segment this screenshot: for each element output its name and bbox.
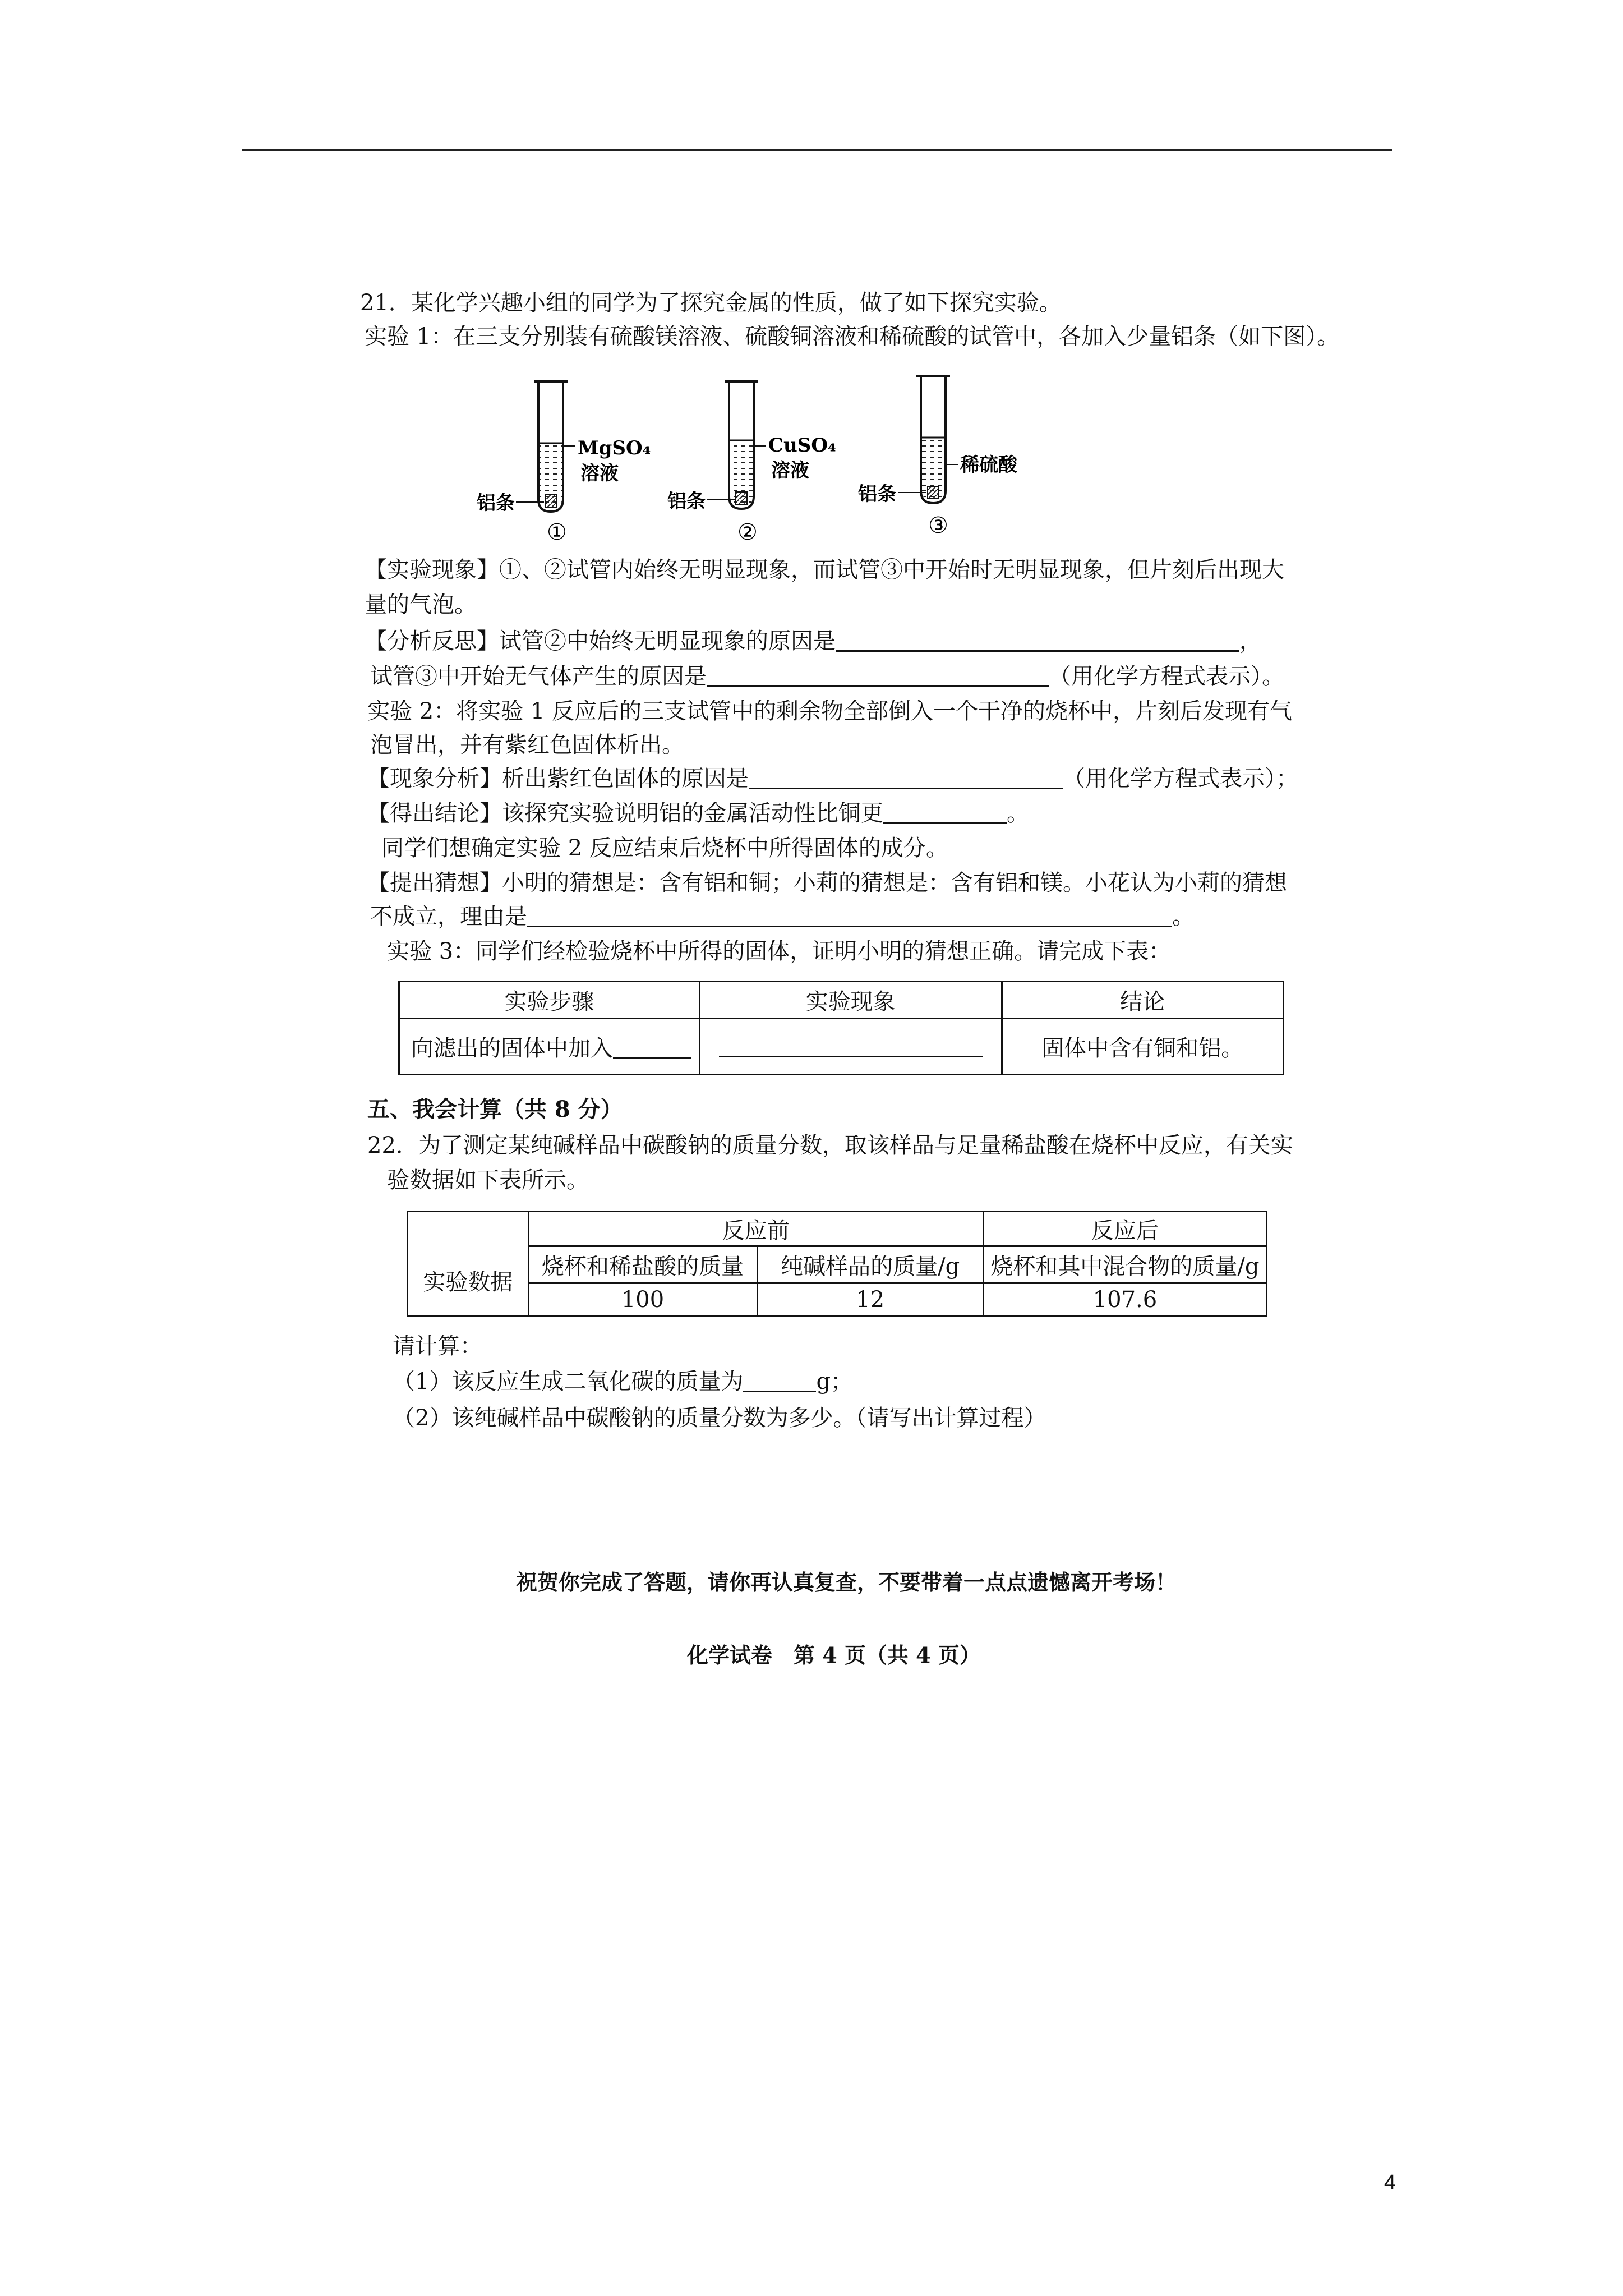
tube2-number: ②	[737, 519, 758, 545]
tube1-label2: 溶液	[580, 462, 619, 485]
tube2-label1: CuSO₄	[768, 434, 836, 457]
q21-phenomenon-1: 【实验现象】①、②试管内始终无明显现象，而试管③中开始时无明显现象，但片刻后出现大	[365, 557, 1284, 583]
table-row	[408, 1283, 1267, 1316]
q22-please-calc: 请计算：	[393, 1333, 482, 1359]
table-row	[408, 1212, 1267, 1246]
test-tube-1	[516, 381, 575, 512]
q21-phen-analysis: 【现象分析】析出紫红色固体的原因是 （用化学方程式表示）；	[367, 766, 1298, 792]
footer-page-info: 化学试卷 第 4 页（共 4 页）	[687, 1642, 981, 1668]
table-row-label: 实验数据	[408, 1246, 529, 1316]
table-header-conclusion: 结论	[1002, 982, 1283, 1019]
q22-sub1: （1）该反应生成二氧化碳的质量为 g；	[393, 1369, 854, 1395]
q21-exp2-1: 实验 2：将实验 1 反应后的三支试管中的剩余物全部倒入一个干净的烧杯中，片刻后发现有气	[367, 698, 1293, 724]
answer-blank-analysis-1[interactable]	[836, 628, 1239, 652]
test-tube-2	[707, 381, 766, 509]
answer-blank-phenomenon[interactable]	[719, 1033, 983, 1057]
experiment3-table	[398, 981, 1284, 1075]
table-row	[399, 1019, 1284, 1075]
answer-blank-step[interactable]	[613, 1035, 691, 1059]
table-row	[399, 982, 1284, 1019]
tube3-label: 稀硫酸	[960, 454, 1017, 476]
tube2-al-label: 铝条	[667, 490, 706, 513]
q22-sub2: （2）该纯碱样品中碳酸钠的质量分数为多少。（请写出计算过程）	[393, 1405, 1046, 1431]
q22-text-1: 22．为了测定某纯碱样品中碳酸钠的质量分数，取该样品与足量稀盐酸在烧杯中反应，有关实	[367, 1133, 1293, 1158]
q21-title: 21．某化学兴趣小组的同学为了探究金属的性质，做了如下探究实验。	[360, 290, 1062, 316]
q21-exp2-2: 泡冒出，并有紫红色固体析出。	[370, 732, 684, 758]
q21-analysis-1: 【分析反思】试管②中始终无明显现象的原因是 ，	[365, 628, 1262, 654]
table-col-beaker-acid: 烧杯和稀盐酸的质量	[528, 1246, 757, 1283]
tube3-al-label: 铝条	[858, 483, 896, 505]
answer-blank-conclusion[interactable]	[883, 800, 1007, 824]
table-cell-conclusion: 固体中含有铜和铝。	[1002, 1019, 1283, 1075]
tube1-number: ①	[547, 519, 567, 545]
table-val-beaker-acid: 100	[528, 1283, 757, 1316]
test-tube-3	[898, 376, 958, 503]
q21-guess-2: 不成立，理由是 。	[370, 904, 1195, 930]
q21-guess-1: 【提出猜想】小明的猜想是：含有铝和铜；小莉的猜想是：含有铝和镁。小花认为小莉的猜想	[367, 870, 1287, 896]
table-cell-phenomenon	[699, 1019, 1002, 1075]
answer-blank-co2-mass[interactable]	[743, 1368, 816, 1392]
test-tube-figure	[465, 365, 1026, 555]
table-row	[408, 1246, 1267, 1283]
table-col-mixture: 烧杯和其中混合物的质量/g	[983, 1246, 1266, 1283]
section5-title: 五、我会计算（共 8 分）	[367, 1096, 623, 1122]
answer-blank-analysis-2[interactable]	[707, 663, 1049, 687]
q21-exp1: 实验 1：在三支分别装有硫酸镁溶液、硫酸铜溶液和稀硫酸的试管中，各加入少量铝条（如下图）。	[365, 324, 1340, 349]
table-header-before: 反应前	[528, 1212, 983, 1246]
q21-phenomenon-2: 量的气泡。	[365, 592, 477, 618]
q22-data-table	[407, 1211, 1267, 1317]
table-header-phenomenon: 实验现象	[699, 982, 1002, 1019]
q21-conclusion: 【得出结论】该探究实验说明铝的金属活动性比铜更 。	[367, 800, 1029, 826]
table-cell-corner	[408, 1212, 529, 1246]
answer-blank-guess[interactable]	[527, 903, 1172, 927]
tube2-label2: 溶液	[771, 459, 809, 482]
tube1-label1: MgSO₄	[578, 437, 651, 459]
answer-blank-phen-analysis[interactable]	[749, 765, 1063, 789]
q21-analysis-2: 试管③中开始无气体产生的原因是 （用化学方程式表示）。	[370, 664, 1284, 689]
table-val-mixture: 107.6	[983, 1283, 1266, 1316]
tube3-number: ③	[928, 513, 948, 539]
header-rule	[242, 149, 1392, 151]
table-header-step: 实验步骤	[399, 982, 700, 1019]
table-cell-step: 向滤出的固体中加入	[399, 1019, 700, 1075]
table-val-sample: 12	[757, 1283, 983, 1316]
table-col-sample: 纯碱样品的质量/g	[757, 1246, 983, 1283]
tube1-al-label: 铝条	[477, 492, 515, 514]
q21-exp3: 实验 3：同学们经检验烧杯中所得的固体，证明小明的猜想正确。请完成下表：	[387, 938, 1172, 964]
page-number: 4	[1384, 2171, 1396, 2194]
q22-text-2: 验数据如下表所示。	[387, 1167, 589, 1193]
q21-want: 同学们想确定实验 2 反应结束后烧杯中所得固体的成分。	[381, 835, 948, 861]
table-header-after: 反应后	[983, 1212, 1266, 1246]
footer-congrats: 祝贺你完成了答题，请你再认真复查，不要带着一点点遗憾离开考场！	[516, 1570, 1177, 1595]
